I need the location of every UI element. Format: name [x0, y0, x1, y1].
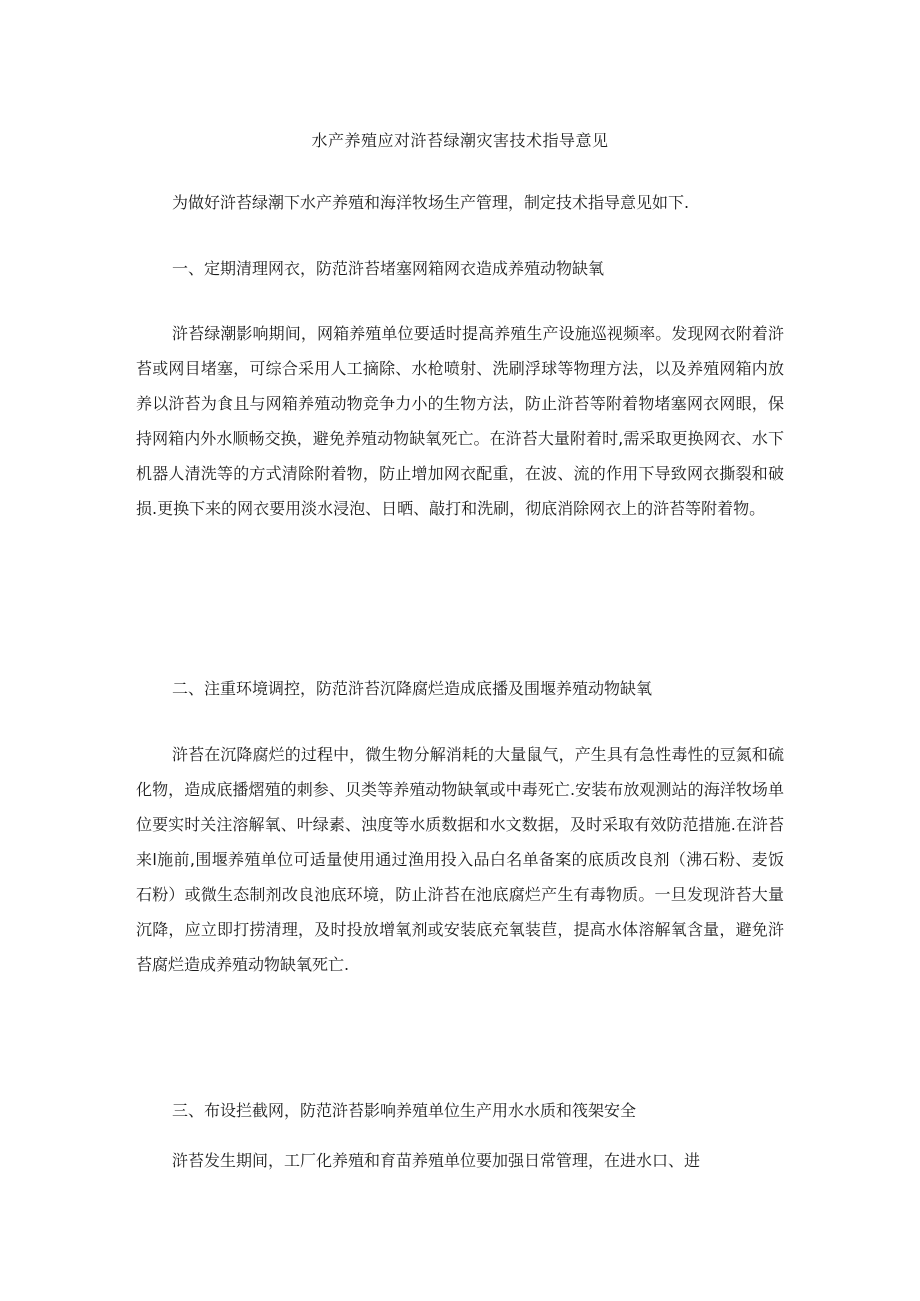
section-1-body: 浒苔绿潮影响期间，网箱养殖单位要适时提高养殖生产设施巡视频率。发现网衣附着浒苔或网目堵塞，可综合采用人工摘除、水枪喷射、洗刷浮球等物理方法，以及养殖网箱内放养以浒苔为食且与网箱养殖动物竞争力小的生物方法，防止浒苔等附着物堵塞网衣网眼，保持网箱内外水顺畅交换，避免养殖动物缺氧死亡。在浒苔大量附着时,需采取更换网衣、水下机器人清洗等的方式清除附着物，防止增加网衣配重，在波、流的作用下导致网衣撕裂和破损.更换下来的网衣要用淡水浸泡、日晒、敲打和洗刷，彻底消除网衣上的浒苔等附着物。: [136, 324, 784, 518]
section-3-body: 浒苔发生期间，工厂化养殖和育苗养殖单位要加强日常管理，在进水口、进: [172, 1151, 701, 1170]
document-title: 水产养殖应对浒苔绿潮灾害技术指导意见: [311, 131, 609, 150]
section-1-heading: 一、定期清理网衣，防范浒苔堵塞网箱网衣造成养殖动物缺氧: [172, 259, 605, 278]
section-3-heading: 三、布设拦截网，防范浒苔影响养殖单位生产用水水质和筏架安全: [172, 1101, 637, 1120]
section-2-heading: 二、注重环境调控，防范浒苔沉降腐烂造成底播及围堰养殖动物缺氧: [172, 679, 653, 698]
intro-paragraph: 为做好浒苔绿潮下水产养殖和海洋牧场生产管理，制定技术指导意见如下.: [172, 193, 690, 212]
section-2-body: 浒苔在沉降腐烂的过程中，微生物分解消耗的大量鼠气，产生具有急性毒性的豆氮和硫化物，造成底播熠殖的刺参、贝类等养殖动物缺氧或中毒死亡.安装布放观测站的海洋牧场单位要实时关注溶解氧、叶绿素、浊度等水质数据和水文数据，及时采取有效防范措施.在浒苔来l施前,围堰养殖单位可适量使用通过渔用投入品白名单备案的底质改良剂（沸石粉、麦饭石粉）或微生态制剂改良池底环境，防止浒苔在池底腐烂产生有毒物质。一旦发现浒苔大量沉降，应立即打捞清理，及时投放增氧剂或安装底充氧装苣，提高水体溶解氧含量，避免浒苔腐烂造成养殖动物缺氧死亡.: [136, 745, 784, 974]
